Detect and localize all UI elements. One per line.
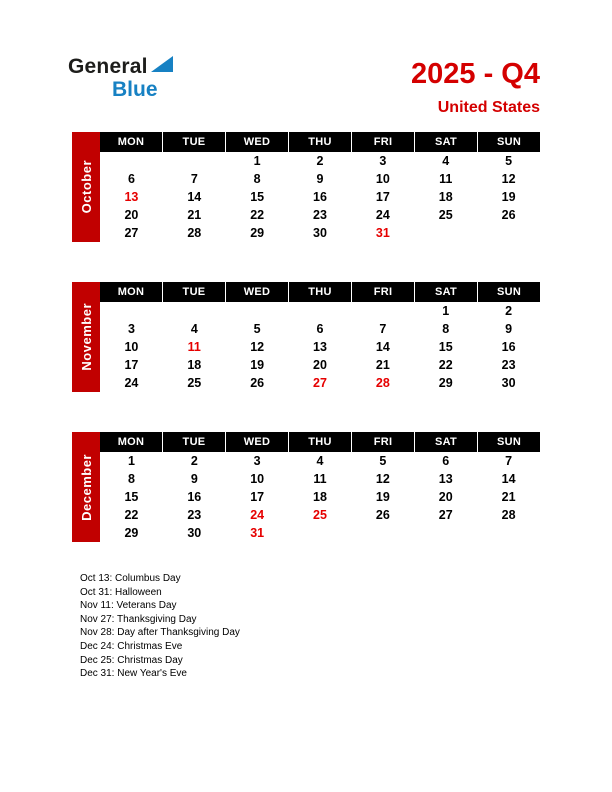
day-cell: 3 — [127, 322, 135, 336]
day-cell: 10 — [250, 472, 265, 486]
month-grid — [100, 432, 540, 542]
day-cell: 8 — [442, 322, 450, 336]
week-row — [100, 452, 540, 470]
day-cell: 6 — [442, 454, 450, 468]
weekday-header: SAT — [415, 432, 478, 452]
empty-cell — [289, 302, 352, 320]
day-cell: 3 — [379, 154, 387, 168]
weekday-header-row — [100, 282, 540, 302]
quarter-title: 2025 - Q4 — [411, 58, 540, 90]
holiday-day-cell: 25 — [313, 508, 327, 522]
day-cell: 26 — [375, 508, 390, 522]
day-cell: 14 — [375, 340, 390, 354]
day-cell: 8 — [127, 472, 135, 486]
day-cell: 20 — [438, 490, 453, 504]
day-cell: 23 — [187, 508, 202, 522]
title-block — [411, 60, 540, 117]
empty-cell — [100, 302, 163, 320]
day-cell: 7 — [379, 322, 387, 336]
day-cell: 19 — [501, 190, 516, 204]
weekday-header: THU — [289, 132, 352, 152]
week-row — [100, 524, 540, 542]
day-cell: 23 — [313, 208, 327, 222]
holiday-day-cell: 11 — [187, 340, 201, 354]
day-cell: 15 — [250, 190, 265, 204]
day-cell: 18 — [438, 190, 453, 204]
day-cell: 10 — [375, 172, 390, 186]
holiday-day-cell: 31 — [375, 226, 390, 240]
week-row — [100, 206, 540, 224]
weekday-header: SUN — [478, 282, 540, 302]
day-cell: 26 — [250, 376, 265, 390]
day-cell: 10 — [124, 340, 139, 354]
day-cell: 22 — [438, 358, 453, 372]
day-cell: 30 — [501, 376, 516, 390]
logo-triangle-icon — [151, 56, 173, 77]
day-cell: 1 — [127, 454, 135, 468]
logo-word-blue: Blue — [112, 78, 158, 101]
empty-cell — [414, 524, 477, 542]
week-row — [100, 338, 540, 356]
day-cell: 2 — [316, 154, 324, 168]
week-row — [100, 470, 540, 488]
day-cell: 25 — [438, 208, 453, 222]
day-cell: 4 — [190, 322, 198, 336]
holiday-day-cell: 13 — [124, 190, 139, 204]
day-cell: 16 — [187, 490, 202, 504]
day-cell: 15 — [124, 490, 139, 504]
day-cell: 4 — [316, 454, 324, 468]
day-cell: 19 — [375, 490, 390, 504]
day-cell: 24 — [124, 376, 139, 390]
month-grid — [100, 132, 540, 242]
day-cell: 2 — [190, 454, 198, 468]
holiday-note: Dec 25: Christmas Day — [80, 654, 183, 666]
weekday-header: SAT — [415, 132, 478, 152]
weekday-header: WED — [226, 432, 289, 452]
day-cell: 16 — [313, 190, 327, 204]
day-cell: 15 — [438, 340, 453, 354]
country-subtitle: United States — [437, 99, 540, 116]
day-cell: 12 — [375, 472, 390, 486]
day-cell: 13 — [438, 472, 453, 486]
day-cell: 30 — [313, 226, 327, 240]
empty-cell — [414, 224, 477, 242]
day-cell: 29 — [250, 226, 265, 240]
empty-cell — [351, 524, 414, 542]
holiday-note: Dec 31: New Year's Eve — [80, 668, 187, 680]
day-cell: 19 — [250, 358, 265, 372]
holiday-day-cell: 31 — [250, 526, 265, 540]
empty-cell — [289, 524, 352, 542]
day-cell: 27 — [124, 226, 139, 240]
day-cell: 22 — [124, 508, 139, 522]
day-cell: 11 — [313, 472, 327, 486]
empty-cell — [477, 524, 540, 542]
holiday-note: Oct 31: Halloween — [80, 586, 162, 598]
day-cell: 27 — [438, 508, 453, 522]
day-cell: 12 — [250, 340, 265, 354]
day-cell: 23 — [501, 358, 516, 372]
weekday-header: THU — [289, 282, 352, 302]
month-label: October — [72, 132, 100, 242]
holiday-day-cell: 28 — [375, 376, 390, 390]
day-cell: 6 — [316, 322, 324, 336]
holiday-note: Nov 11: Veterans Day — [80, 600, 177, 612]
weekday-header: FRI — [352, 432, 415, 452]
calendar-october — [72, 132, 540, 242]
day-cell: 26 — [501, 208, 516, 222]
calendar-december — [72, 432, 540, 542]
day-cell: 22 — [250, 208, 265, 222]
day-cell: 7 — [505, 454, 513, 468]
weekday-header: FRI — [352, 132, 415, 152]
day-cell: 21 — [501, 490, 516, 504]
day-cell: 18 — [187, 358, 202, 372]
week-row — [100, 506, 540, 524]
week-row — [100, 356, 540, 374]
day-cell: 1 — [442, 304, 450, 318]
day-cell: 21 — [375, 358, 390, 372]
day-cell: 17 — [375, 190, 390, 204]
day-cell: 5 — [505, 154, 513, 168]
week-row — [100, 188, 540, 206]
day-cell: 17 — [124, 358, 139, 372]
week-row — [100, 170, 540, 188]
weekday-header: WED — [226, 282, 289, 302]
day-cell: 9 — [316, 172, 324, 186]
day-cell: 8 — [253, 172, 261, 186]
day-cell: 3 — [253, 454, 261, 468]
week-row — [100, 320, 540, 338]
day-cell: 5 — [253, 322, 261, 336]
weekday-header: MON — [100, 282, 163, 302]
month-label: December — [72, 432, 100, 542]
week-row — [100, 302, 540, 320]
weekday-header: MON — [100, 432, 163, 452]
day-cell: 12 — [501, 172, 516, 186]
day-cell: 20 — [124, 208, 139, 222]
day-cell: 2 — [505, 304, 513, 318]
weekday-header: THU — [289, 432, 352, 452]
holiday-note: Nov 27: Thanksgiving Day — [80, 613, 197, 625]
weekday-header-row — [100, 432, 540, 452]
weekday-header: SUN — [478, 132, 540, 152]
logo-word-general: General — [68, 55, 148, 78]
week-row — [100, 488, 540, 506]
day-cell: 18 — [313, 490, 327, 504]
holiday-note: Nov 28: Day after Thanksgiving Day — [80, 627, 240, 639]
month-grid — [100, 282, 540, 392]
day-cell: 14 — [501, 472, 516, 486]
general-blue-logo — [68, 56, 173, 100]
month-label: November — [72, 282, 100, 392]
day-cell: 30 — [187, 526, 202, 540]
weekday-header: MON — [100, 132, 163, 152]
calendar-november — [72, 282, 540, 392]
holiday-note: Dec 24: Christmas Eve — [80, 640, 183, 652]
weekday-header: TUE — [163, 132, 226, 152]
empty-cell — [477, 224, 540, 242]
week-row — [100, 224, 540, 242]
holiday-note: Oct 13: Columbus Day — [80, 573, 181, 584]
day-cell: 4 — [442, 154, 450, 168]
day-cell: 5 — [379, 454, 387, 468]
weekday-header: WED — [226, 132, 289, 152]
day-cell: 21 — [187, 208, 202, 222]
day-cell: 9 — [190, 472, 198, 486]
day-cell: 28 — [187, 226, 202, 240]
day-cell: 20 — [313, 358, 327, 372]
day-cell: 29 — [438, 376, 453, 390]
calendars-container — [72, 132, 540, 582]
day-cell: 28 — [501, 508, 516, 522]
day-cell: 25 — [187, 376, 202, 390]
day-cell: 16 — [501, 340, 516, 354]
day-cell: 13 — [313, 340, 327, 354]
day-cell: 24 — [375, 208, 390, 222]
empty-cell — [163, 152, 226, 170]
empty-cell — [163, 302, 226, 320]
holiday-notes-list — [80, 572, 240, 681]
day-cell: 7 — [190, 172, 198, 186]
weekday-header: FRI — [352, 282, 415, 302]
day-cell: 6 — [127, 172, 135, 186]
day-cell: 14 — [187, 190, 202, 204]
week-row — [100, 374, 540, 392]
weekday-header: SUN — [478, 432, 540, 452]
holiday-day-cell: 24 — [250, 508, 265, 522]
weekday-header: SAT — [415, 282, 478, 302]
empty-cell — [100, 152, 163, 170]
week-row — [100, 152, 540, 170]
holiday-day-cell: 27 — [313, 376, 327, 390]
empty-cell — [351, 302, 414, 320]
weekday-header: TUE — [163, 432, 226, 452]
weekday-header-row — [100, 132, 540, 152]
day-cell: 9 — [505, 322, 513, 336]
day-cell: 29 — [124, 526, 139, 540]
weekday-header: TUE — [163, 282, 226, 302]
day-cell: 11 — [439, 172, 453, 186]
day-cell: 17 — [250, 490, 265, 504]
empty-cell — [226, 302, 289, 320]
day-cell: 1 — [253, 154, 261, 168]
